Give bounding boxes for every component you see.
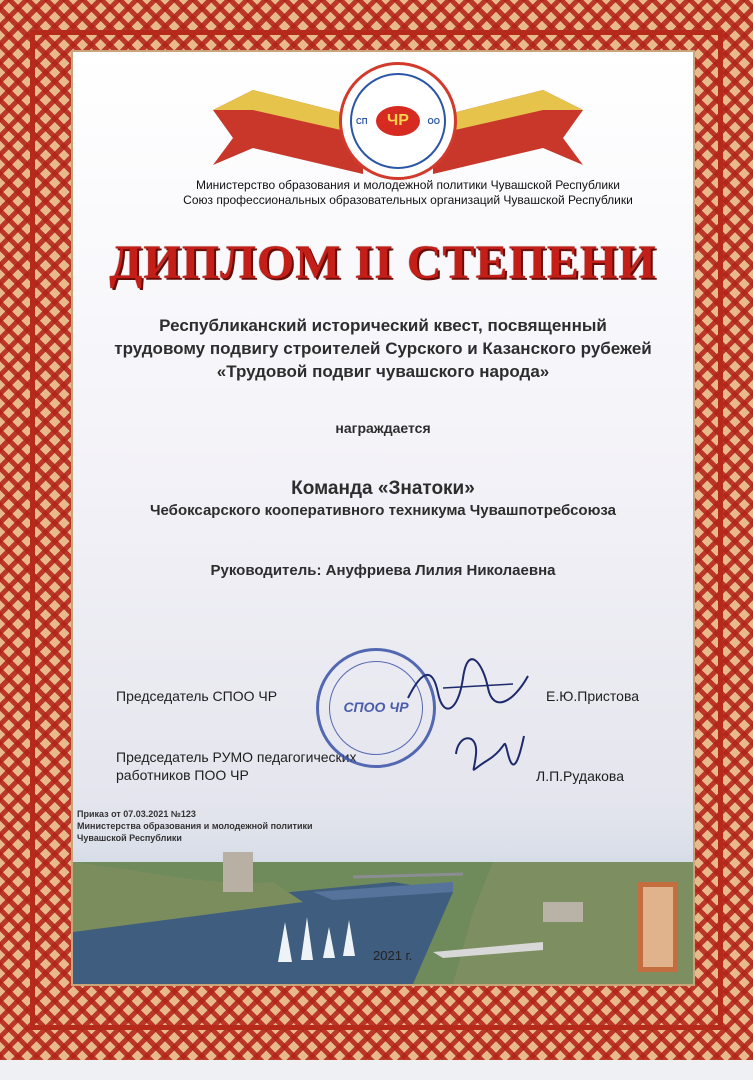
signatory-1-name: Е.Ю.Пристова bbox=[546, 688, 640, 704]
team-leader: Руководитель: Ануфриева Лилия Николаевна bbox=[210, 562, 556, 579]
union-name: Союз профессиональных образовательных организаций Чувашской Республики bbox=[183, 193, 633, 207]
signatory-2-role-line-2: работников ПОО ЧР bbox=[116, 767, 249, 783]
diploma-sheet bbox=[73, 52, 693, 984]
emblem-core: ЧР bbox=[376, 106, 420, 136]
signatory-2-name: Л.П.Рудакова bbox=[536, 768, 624, 784]
emblem-right-text: ОО bbox=[427, 117, 440, 126]
order-line-3: Чувашской Республики bbox=[77, 833, 182, 843]
order-line-1: Приказ от 07.03.2021 №123 bbox=[77, 809, 196, 819]
issuer-block bbox=[73, 178, 693, 208]
order-line-2: Министерства образования и молодежной политики bbox=[77, 821, 313, 831]
issue-year: 2021 г. bbox=[373, 948, 413, 963]
bottom-strip bbox=[0, 1060, 753, 1080]
event-description bbox=[73, 314, 693, 383]
emblem-left-text: СП bbox=[356, 117, 368, 126]
ministry-name: Министерство образования и молодежной политики Чувашской Республики bbox=[195, 178, 621, 192]
event-line-1: Республиканский исторический квест, посвященный bbox=[159, 316, 607, 335]
signature-pristova bbox=[403, 658, 533, 718]
event-line-2: трудовому подвигу строителей Сурского и Казанского рубежей bbox=[114, 339, 652, 358]
order-reference bbox=[77, 808, 313, 844]
diploma-title: ДИПЛОМ II СТЕПЕНИ bbox=[109, 236, 657, 289]
awarded-label: награждается bbox=[335, 420, 431, 436]
college-name: Чебоксарского кооперативного техникума Чувашпотребсоюза bbox=[150, 502, 616, 519]
signatory-2-role bbox=[116, 748, 356, 784]
signatory-2-role-line-1: Председатель РУМО педагогических bbox=[116, 749, 357, 765]
union-emblem bbox=[339, 62, 457, 180]
team-name: Команда «Знатоки» bbox=[291, 478, 475, 499]
signatory-1-role: Председатель СПОО ЧР bbox=[116, 688, 278, 704]
event-line-3: «Трудовой подвиг чувашского народа» bbox=[216, 362, 550, 381]
signature-rudakova bbox=[448, 724, 528, 778]
seal-text: СПОО ЧР bbox=[343, 699, 409, 715]
